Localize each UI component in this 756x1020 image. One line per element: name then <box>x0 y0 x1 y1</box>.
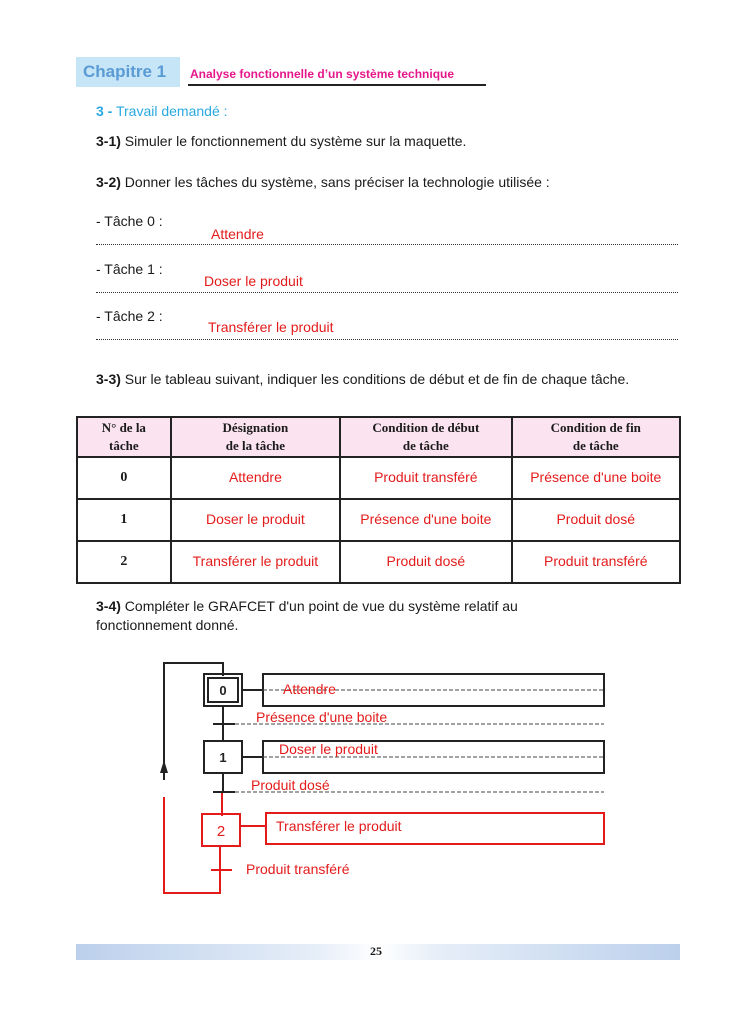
question-number: 3-1) <box>96 133 121 149</box>
step-number: 2 <box>216 823 226 840</box>
loop-back-line <box>164 663 223 780</box>
task-number: 0 <box>77 457 171 499</box>
transition-2-text: Produit dosé <box>251 777 330 793</box>
designation-answer: Doser le produit <box>205 511 305 527</box>
start-condition-answer: Produit transféré <box>374 469 478 485</box>
step-number: 0 <box>219 683 227 698</box>
end-condition-answer: Produit transféré <box>544 553 648 569</box>
start-condition-answer: Présence d'une boite <box>360 511 492 527</box>
end-condition-answer: Produit dosé <box>556 511 636 527</box>
question-number: 3-2) <box>96 174 121 190</box>
task-2-answer[interactable]: Transférer le produit <box>208 319 334 335</box>
section-title: Travail demandé : <box>115 103 228 119</box>
task-2-label: - Tâche 2 : <box>96 308 163 324</box>
question-text: Donner les tâches du système, sans préciser la technologie utilisée : <box>124 174 550 190</box>
header-designation: Désignation de la tâche <box>171 417 340 457</box>
section-number: 3 - <box>96 103 113 119</box>
question-text-continued: fonctionnement donné. <box>96 617 239 633</box>
designation-answer: Attendre <box>228 469 282 485</box>
header-task-number: N° de la tâche <box>77 417 171 457</box>
step-2 <box>202 814 240 846</box>
designation-answer: Transférer le produit <box>192 553 319 569</box>
step-1 <box>204 741 242 773</box>
task-1-label: - Tâche 1 : <box>96 261 163 277</box>
end-condition-answer: Présence d'une boite <box>530 469 662 485</box>
task-0-label: - Tâche 0 : <box>96 213 163 229</box>
header-end-condition: Condition de fin de tâche <box>512 417 680 457</box>
task-1-answer[interactable]: Doser le produit <box>204 273 303 289</box>
question-number: 3-4) <box>96 598 121 614</box>
question-number: 3-3) <box>96 371 121 387</box>
step-number: 1 <box>219 750 227 765</box>
header-start-condition: Condition de début de tâche <box>340 417 511 457</box>
step-0 <box>204 674 242 706</box>
question-text: Compléter le GRAFCET d'un point de vue du système relatif au <box>124 598 518 614</box>
chapter-label: Chapitre 1 <box>83 62 167 81</box>
question-text: Simuler le fonctionnement du système sur la maquette. <box>124 133 467 149</box>
task-number: 2 <box>77 541 171 583</box>
transition-1-text: Présence d'une boite <box>256 709 388 725</box>
chapter-title: Analyse fonctionnelle d’un système technique <box>190 67 455 81</box>
task-number: 1 <box>77 499 171 541</box>
task-0-answer[interactable]: Attendre <box>211 226 264 242</box>
action-2-text: Transférer le produit <box>276 818 402 834</box>
arrow-up-icon <box>160 760 168 773</box>
action-1-text: Doser le produit <box>279 741 378 757</box>
page-number: 25 <box>370 944 382 958</box>
transition-3-text: Produit transféré <box>246 861 350 877</box>
action-0-text: Attendre <box>283 681 336 697</box>
start-condition-answer: Produit dosé <box>386 553 466 569</box>
question-text: Sur le tableau suivant, indiquer les conditions de début et de fin de chaque tâche. <box>124 371 630 387</box>
